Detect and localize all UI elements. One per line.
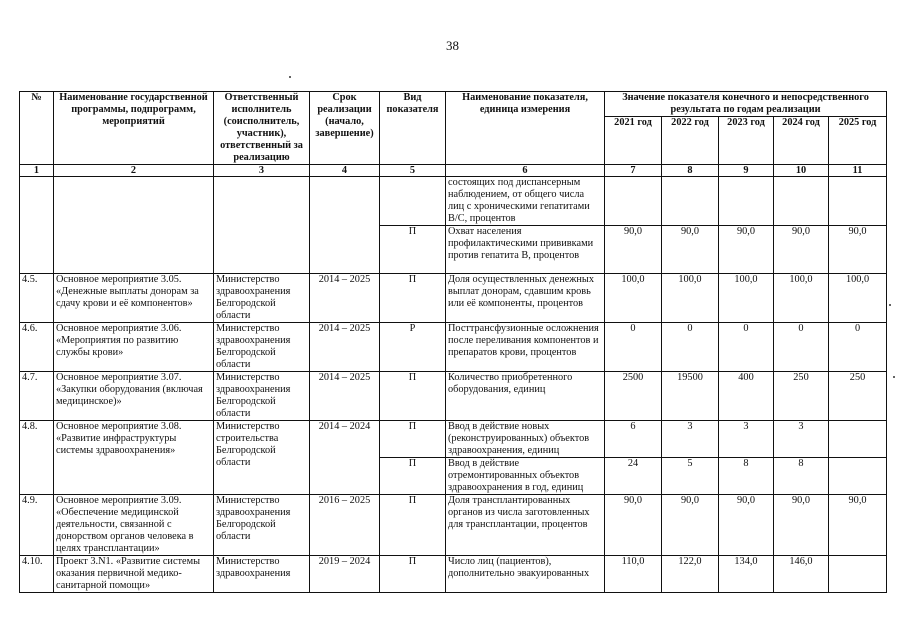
indicator-type [380,177,446,226]
column-number: 3 [214,165,310,177]
indicator-value: 3 [774,421,829,458]
indicator-name: Ввод в действие отремонтированных объектов здравоохранения в год, единиц [446,458,605,495]
header-num: № [20,92,54,165]
indicator-value: 250 [829,372,887,421]
implementation-term: 2014 – 2025 [310,372,380,421]
indicator-value: 90,0 [829,495,887,556]
table-row [20,274,887,323]
header-type: Вид показателя [380,92,446,165]
implementation-term: 2014 – 2025 [310,323,380,372]
indicator-name: Доля трансплантированных органов из числа заготовленных для трансплантации, процентов [446,495,605,556]
implementation-term: 2019 – 2024 [310,556,380,593]
scan-speck [289,76,291,78]
indicator-value: 90,0 [774,226,829,274]
measure-name: Основное мероприятие 3.09. «Обеспечение медицинской деятельности, связанной с донорством органов человека в целях трансплантации» [54,495,214,556]
header-executor: Ответственный исполнитель (соисполнитель, участник), ответственный за реализацию [214,92,310,165]
measure-name: Основное мероприятие 3.07. «Закупки оборудования (включая медицинское)» [54,372,214,421]
indicator-value: 90,0 [719,495,774,556]
implementation-term: 2014 – 2025 [310,274,380,323]
indicator-name: Доля осуществленных денежных выплат донорам, сдавшим кровь или её компоненты, процентов [446,274,605,323]
scan-speck [889,304,891,306]
indicators-table [19,91,887,593]
indicator-type: П [380,495,446,556]
header-year: 2024 год [774,117,829,165]
header-indicator: Наименование показателя, единица измерения [446,92,605,165]
column-number: 9 [719,165,774,177]
indicator-value [605,177,662,226]
indicator-value [829,421,887,458]
implementation-term [310,177,380,274]
indicator-type: П [380,274,446,323]
indicator-value: 0 [605,323,662,372]
indicator-type: П [380,226,446,274]
responsible-executor: Министерство здравоохранения Белгородской области [214,323,310,372]
column-number: 10 [774,165,829,177]
measure-name: Проект 3.N1. «Развитие системы оказания первичной медико-санитарной помощи» [54,556,214,593]
table-row [20,556,887,593]
column-number: 4 [310,165,380,177]
indicator-value: 100,0 [719,274,774,323]
indicator-value: 100,0 [829,274,887,323]
indicator-name: состоящих под диспансерным наблюдением, от общего числа лиц с хроническими гепатитами В/С, процентов [446,177,605,226]
responsible-executor: Министерство здравоохранения [214,556,310,593]
row-number: 4.9. [20,495,54,556]
column-number: 6 [446,165,605,177]
indicator-value: 5 [662,458,719,495]
indicator-value: 90,0 [774,495,829,556]
indicator-value [719,177,774,226]
header-year: 2025 год [829,117,887,165]
indicator-value: 90,0 [605,226,662,274]
table-row [20,495,887,556]
indicator-value: 3 [719,421,774,458]
table-row [20,372,887,421]
indicator-value: 100,0 [662,274,719,323]
measure-name: Основное мероприятие 3.08. «Развитие инфраструктуры системы здравоохранения» [54,421,214,495]
table-row [20,421,887,458]
indicator-value: 3 [662,421,719,458]
indicator-value: 90,0 [662,495,719,556]
header-name: Наименование государственной программы, подпрограмм, мероприятий [54,92,214,165]
indicator-value: 90,0 [605,495,662,556]
indicator-value: 90,0 [662,226,719,274]
indicator-value [662,177,719,226]
header-year: 2023 год [719,117,774,165]
indicator-value: 8 [719,458,774,495]
indicator-name: Число лиц (пациентов), дополнительно эвакуированных [446,556,605,593]
table-row [20,323,887,372]
responsible-executor: Министерство здравоохранения Белгородской области [214,495,310,556]
responsible-executor: Министерство строительства Белгородской области [214,421,310,495]
row-number: 4.8. [20,421,54,495]
measure-name: Основное мероприятие 3.06. «Мероприятия по развитию службы крови» [54,323,214,372]
implementation-term: 2016 – 2025 [310,495,380,556]
header-values-group: Значение показателя конечного и непосредственного результата по годам реализации [605,92,887,117]
indicator-name: Посттрансфузионные осложнения после переливания компонентов и препаратов крови, процентов [446,323,605,372]
row-number: 4.10. [20,556,54,593]
page-number: 38 [446,38,459,53]
header-year: 2021 год [605,117,662,165]
row-number: 4.5. [20,274,54,323]
header-year: 2022 год [662,117,719,165]
table-row [20,177,887,226]
indicator-value [829,556,887,593]
measure-name [54,177,214,274]
indicator-type: П [380,556,446,593]
column-number: 2 [54,165,214,177]
indicator-name: Охват населения профилактическими прививками против гепатита В, процентов [446,226,605,274]
indicator-value: 90,0 [719,226,774,274]
row-number: 4.7. [20,372,54,421]
indicator-value: 2500 [605,372,662,421]
row-number [20,177,54,274]
indicator-name: Количество приобретенного оборудования, единиц [446,372,605,421]
row-number: 4.6. [20,323,54,372]
indicator-type: П [380,421,446,458]
indicator-value: 146,0 [774,556,829,593]
implementation-term: 2014 – 2024 [310,421,380,495]
column-number: 5 [380,165,446,177]
column-number: 7 [605,165,662,177]
indicator-value: 0 [829,323,887,372]
indicator-value: 0 [719,323,774,372]
header-term: Срок реализации (начало, завершение) [310,92,380,165]
responsible-executor [214,177,310,274]
column-number: 8 [662,165,719,177]
responsible-executor: Министерство здравоохранения Белгородской области [214,274,310,323]
column-number: 1 [20,165,54,177]
indicator-value: 90,0 [829,226,887,274]
indicator-value [829,177,887,226]
indicator-value: 6 [605,421,662,458]
indicator-type: П [380,372,446,421]
indicator-value: 0 [774,323,829,372]
responsible-executor: Министерство здравоохранения Белгородской области [214,372,310,421]
indicator-value: 8 [774,458,829,495]
indicator-value [774,177,829,226]
indicator-value: 134,0 [719,556,774,593]
indicator-value: 0 [662,323,719,372]
indicator-value: 19500 [662,372,719,421]
indicator-value [829,458,887,495]
indicator-value: 110,0 [605,556,662,593]
indicator-type: П [380,458,446,495]
indicator-type: Р [380,323,446,372]
measure-name: Основное мероприятие 3.05. «Денежные выплаты донорам за сдачу крови и её компонентов» [54,274,214,323]
scan-speck [893,376,895,378]
indicator-value: 400 [719,372,774,421]
column-number: 11 [829,165,887,177]
indicator-value: 250 [774,372,829,421]
indicator-value: 100,0 [774,274,829,323]
indicator-value: 100,0 [605,274,662,323]
indicator-value: 24 [605,458,662,495]
indicator-name: Ввод в действие новых (реконструированных) объектов здравоохранения, единиц [446,421,605,458]
indicator-value: 122,0 [662,556,719,593]
